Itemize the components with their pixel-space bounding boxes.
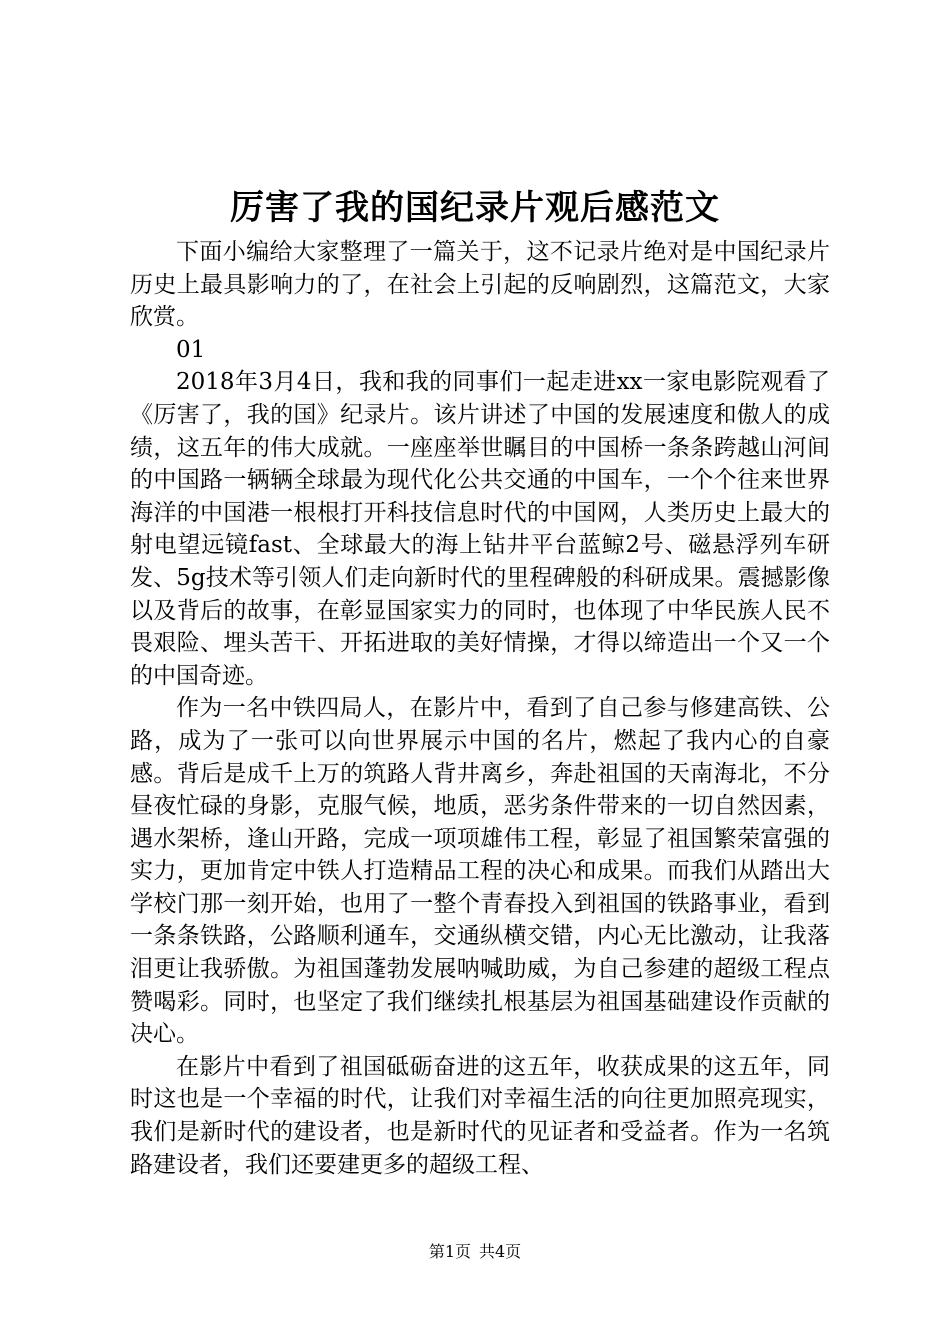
document-title: 厉害了我的国纪录片观后感范文	[230, 188, 720, 228]
paragraph-film-summary: 2018年3月4日，我和我的同事们一起走进xx一家电影院观看了《厉害了，我的国》纪录片。该片讲述了中国的发展速度和傲人的成绩，这五年的伟大成就。一座座举世瞩目的中国桥一条条跨越山河间的中国路一辆辆全球最为现代化公共交通的中国车，一个个往来世界海洋的中国港一根根打开科技信息时代的中国网，人类历史上最大的射电望远镜fast、全球最大的海上钻井平台蓝鲸2号、磁悬浮列车研发、5g技术等引领人们走向新时代的里程碑般的科研成果。震撼影像以及背后的故事，在彰显国家实力的同时，也体现了中华民族人民不畏艰险、埋头苦干、开拓进取的美好情操，才得以缔造出一个又一个的中国奇迹。	[130, 369, 830, 689]
page-number: 第1页	[428, 1242, 471, 1261]
section-number: 01	[176, 336, 206, 363]
page-total: 共4页	[479, 1242, 522, 1261]
paragraph-railway-worker: 作为一名中铁四局人，在影片中，看到了自己参与修建高铁、公路，成为了一张可以向世界展示中国的名片，燃起了我内心的自豪感。背后是成千上万的筑路人背井离乡，奔赴祖国的天南海北，不分昼夜忙碌的身影，克服气候，地质，恶劣条件带来的一切自然因素，遇水架桥，逢山开路，完成一项项雄伟工程，彰显了祖国繁荣富强的实力，更加肯定中铁人打造精品工程的决心和成果。而我们从踏出大学校门那一刻开始，也用了一整个青春投入到祖国的铁路事业，看到一条条铁路，公路顺利通车，交通纵横交错，内心无比激动，让我落泪更让我骄傲。为祖国蓬勃发展呐喊助威，为自己参建的超级工程点赞喝彩。同时，也坚定了我们继续扎根基层为祖国基础建设作贡献的决心。	[130, 695, 830, 1048]
paragraph-intro: 下面小编给大家整理了一篇关于，这不记录片绝对是中国纪录片历史上最具影响力的了，在社会上引起的反响剧烈，这篇范文，大家欣赏。	[130, 239, 830, 331]
document-body	[130, 236, 830, 1181]
paragraph-five-years: 在影片中看到了祖国砥砺奋进的这五年，收获成果的这五年，同时这也是一个幸福的时代，让我们对幸福生活的向往更加照亮现实，我们是新时代的建设者，也是新时代的见证者和受益者。作为一名筑路建设者，我们还要建更多的超级工程、	[130, 1053, 830, 1178]
page-footer	[0, 1240, 950, 1264]
